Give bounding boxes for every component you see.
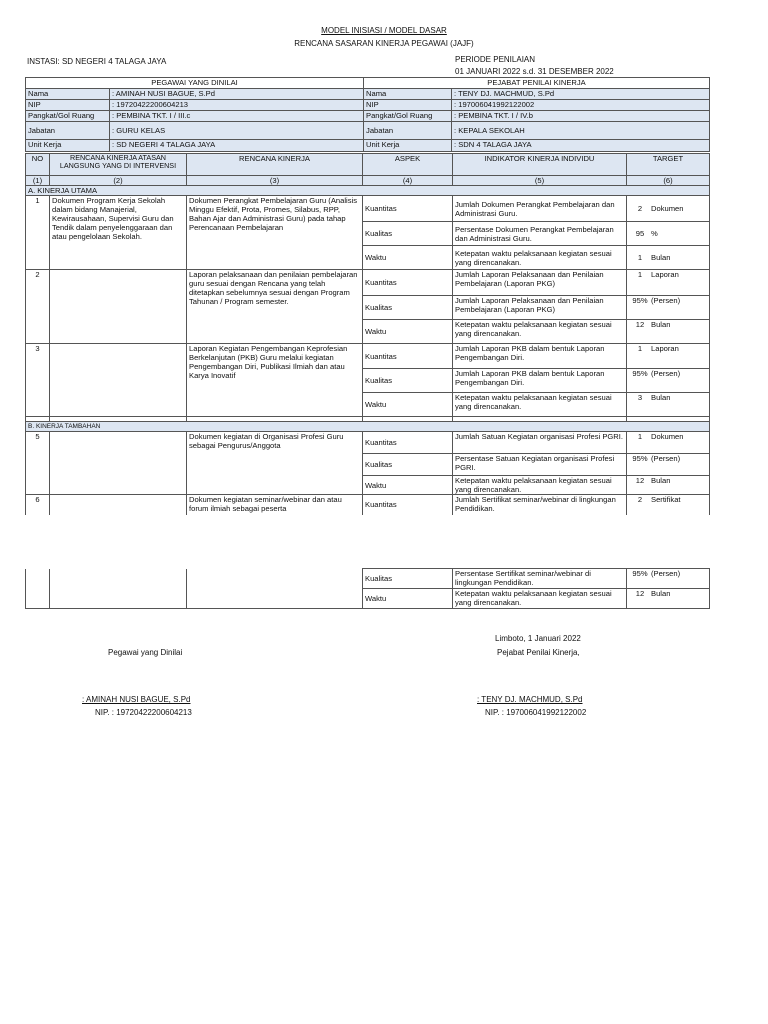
col-rencana-atasan: RENCANA KINERJA ATASAN LANGSUNG YANG DI INTERVENSI (50, 154, 187, 176)
item-indikator: Jumlah Laporan Pelaksanaan dan Penilaian Pembelajaran (Laporan PKG) (453, 270, 627, 296)
target-unit: (Persen) (651, 296, 681, 305)
item-no: 2 (26, 270, 50, 344)
target-value: 1 (637, 270, 643, 279)
item-indikator: Jumlah Laporan PKB dalam bentuk Laporan Pengembangan Diri. (453, 369, 627, 393)
identity-row (26, 100, 710, 111)
pejabat-value: : PEMBINA TKT. I / IV.b (452, 111, 710, 122)
item-target (627, 432, 710, 454)
item-aspek: Kuantitas (363, 432, 453, 454)
col-target: TARGET (627, 154, 710, 176)
item-target (627, 495, 710, 515)
item-no: 3 (26, 344, 50, 417)
target-value: 2 (637, 204, 643, 213)
item-indikator: Persentase Sertifikat seminar/webinar di lingkungan Pendidikan. (453, 569, 627, 589)
table-row (26, 495, 710, 515)
target-value: 1 (637, 253, 643, 262)
item-indikator: Jumlah Laporan PKB dalam bentuk Laporan Pengembangan Diri. (453, 344, 627, 369)
item-target (627, 589, 710, 609)
item-indikator: Ketepatan waktu pelaksanaan kegiatan sesuai yang direncanakan. (453, 393, 627, 417)
col-no: NO (26, 154, 50, 176)
item-no: 5 (26, 432, 50, 495)
pegawai-nip: NIP. : 19720422200604213 (95, 708, 192, 717)
item-target (627, 454, 710, 476)
item-aspek: Kualitas (363, 222, 453, 246)
item-rencana: Dokumen Perangkat Pembelajaran Guru (Analisis Minggu Efektif, Prota, Promes, Silabus, RPP, Bahan Ajar dan Administrasi Guru) pada tahap Perencanaan Pembelajaran (187, 196, 363, 270)
item-indikator: Jumlah Laporan Pelaksanaan dan Penilaian Pembelajaran (Laporan PKG) (453, 296, 627, 320)
kinerja-table (25, 153, 710, 515)
item-no: 6 (26, 495, 50, 515)
item-target (627, 320, 710, 344)
item-aspek: Waktu (363, 476, 453, 495)
item-rencana: Laporan Kegiatan Pengembangan Keprofesian Berkelanjutan (PKB) Guru melalui kegiatan Pengembangan Diri, Publikasi Ilmiah dan atau Karya Inovatif (187, 344, 363, 417)
item-target (627, 196, 710, 222)
col-num: (2) (50, 176, 187, 186)
item-target (627, 270, 710, 296)
pejabat-label: Jabatan (364, 122, 452, 140)
table-row (26, 196, 710, 222)
item-no: 1 (26, 196, 50, 270)
item-aspek: Kuantitas (363, 196, 453, 222)
title-model: MODEL INISIASI / MODEL DASAR (321, 26, 447, 35)
pejabat-value: : TENY DJ. MACHMUD, S.Pd (452, 89, 710, 100)
place-date: Limboto, 1 Januari 2022 (495, 634, 581, 643)
pegawai-label: Nama (26, 89, 110, 100)
target-unit: Laporan (651, 344, 679, 353)
item-atasan (50, 432, 187, 495)
pejabat-label: Unit Kerja (364, 140, 452, 152)
target-value: 95% (632, 296, 648, 305)
target-unit: Bulan (651, 589, 671, 598)
col-indikator: INDIKATOR KINERJA INDIVIDU (453, 154, 627, 176)
target-value: 95% (632, 369, 648, 378)
target-unit: Dokumen (651, 432, 684, 441)
item-aspek: Kualitas (363, 454, 453, 476)
item-aspek: Waktu (363, 393, 453, 417)
item-indikator: Jumlah Satuan Kegiatan organisasi Profesi PGRI. (453, 432, 627, 454)
identity-row (26, 89, 710, 100)
item-target (627, 222, 710, 246)
target-unit: Dokumen (651, 204, 684, 213)
target-value: 12 (635, 476, 645, 485)
item-target (627, 296, 710, 320)
col-num: (6) (627, 176, 710, 186)
item-target (627, 246, 710, 270)
target-unit: Sertifikat (651, 495, 681, 504)
col-num: (3) (187, 176, 363, 186)
item-atasan: Dokumen Program Kerja Sekolah dalam bidang Manajerial, Kewirausahaan, Supervisi Guru dan Tendik dalam penyelenggaraan dan atau pengelolaan Sekolah. (50, 196, 187, 270)
periode-label: PERIODE PENILAIAN (455, 55, 536, 64)
pegawai-title: Pegawai yang Dinilai (108, 648, 183, 657)
pejabat-name: : TENY DJ. MACHMUD, S.Pd (477, 695, 583, 704)
item-target (627, 569, 710, 589)
item-indikator: Persentase Satuan Kegiatan organisasi Profesi PGRI. (453, 454, 627, 476)
pejabat-value: : SDN 4 TALAGA JAYA (452, 140, 710, 152)
item-aspek: Kuantitas (363, 344, 453, 369)
target-value: 1 (637, 432, 643, 441)
item-aspek: Kualitas (363, 296, 453, 320)
pejabat-value: : KEPALA SEKOLAH (452, 122, 710, 140)
item-atasan (50, 495, 187, 515)
target-unit: (Persen) (651, 454, 681, 463)
item-aspek: Waktu (363, 589, 453, 609)
pejabat-title: Pejabat Penilai Kinerja, (497, 648, 580, 657)
pejabat-label: Nama (364, 89, 452, 100)
item-aspek: Kuantitas (363, 270, 453, 296)
item-indikator: Ketepatan waktu pelaksanaan kegiatan sesuai yang direncanakan. (453, 320, 627, 344)
table-row (26, 432, 710, 454)
pegawai-label: NIP (26, 100, 110, 111)
table-row (26, 270, 710, 296)
col-aspek: ASPEK (363, 154, 453, 176)
pejabat-nip: NIP. : 197006041992122002 (485, 708, 587, 717)
item-atasan (50, 270, 187, 344)
item-target (627, 393, 710, 417)
item-indikator: Jumlah Sertifikat seminar/webinar di lingkungan Pendidikan. (453, 495, 627, 515)
periode-value: 01 JANUARI 2022 s.d. 31 DESEMBER 2022 (455, 67, 614, 76)
pegawai-value: : PEMBINA TKT. I / III.c (110, 111, 364, 122)
identity-row (26, 122, 710, 140)
pejabat-label: Pangkat/Gol Ruang (364, 111, 452, 122)
item-rencana: Dokumen kegiatan di Organisasi Profesi Guru sebagai Pengurus/Anggota (187, 432, 363, 495)
target-unit: Bulan (651, 476, 671, 485)
section-a-heading: A. KINERJA UTAMA (26, 186, 710, 196)
target-value: 2 (637, 495, 643, 504)
pegawai-value: : GURU KELAS (110, 122, 364, 140)
table-row (26, 344, 710, 369)
identity-row (26, 140, 710, 152)
pegawai-value: : SD NEGERI 4 TALAGA JAYA (110, 140, 364, 152)
pegawai-heading: PEGAWAI YANG DINILAI (26, 78, 364, 89)
item-aspek: Kualitas (363, 369, 453, 393)
pejabat-value: : 197006041992122002 (452, 100, 710, 111)
item-aspek: Waktu (363, 246, 453, 270)
target-value: 95% (632, 569, 648, 578)
continuation-table (25, 568, 710, 609)
target-unit: (Persen) (651, 569, 681, 578)
pejabat-heading: PEJABAT PENILAI KINERJA (364, 78, 710, 89)
pegawai-value: : AMINAH NUSI BAGUE, S.Pd (110, 89, 364, 100)
section-b-heading: B. KINERJA TAMBAHAN (26, 422, 710, 432)
target-value: 12 (635, 589, 645, 598)
target-value: 1 (637, 344, 643, 353)
target-value: 95 (635, 229, 645, 238)
target-value: 3 (637, 393, 643, 402)
target-unit: Bulan (651, 320, 671, 329)
target-value: 12 (635, 320, 645, 329)
item-indikator: Persentase Dokumen Perangkat Pembelajaran dan Administrasi Guru. (453, 222, 627, 246)
item-aspek: Kuantitas (363, 495, 453, 515)
item-target (627, 476, 710, 495)
item-rencana: Laporan pelaksanaan dan penilaian pembelajaran guru sesuai dengan Rencana yang telah ditetapkan sebelumnya sesuai dengan Program Tahunan / Program semester. (187, 270, 363, 344)
pegawai-name: : AMINAH NUSI BAGUE, S.Pd (82, 695, 191, 704)
pegawai-label: Unit Kerja (26, 140, 110, 152)
pegawai-value: : 19720422200604213 (110, 100, 364, 111)
col-num: (1) (26, 176, 50, 186)
target-unit: Bulan (651, 393, 671, 402)
instansi: INSTASI: SD NEGERI 4 TALAGA JAYA (27, 57, 167, 66)
pegawai-label: Pangkat/Gol Ruang (26, 111, 110, 122)
col-num: (4) (363, 176, 453, 186)
item-target (627, 369, 710, 393)
item-target (627, 344, 710, 369)
item-indikator: Ketepatan waktu pelaksanaan kegiatan sesuai yang direncanakan. (453, 246, 627, 270)
item-atasan (50, 344, 187, 417)
table-row (26, 569, 710, 589)
item-indikator: Ketepatan waktu pelaksanaan kegiatan sesuai yang direncanakan. (453, 476, 627, 495)
target-unit: Laporan (651, 270, 679, 279)
pegawai-label: Jabatan (26, 122, 110, 140)
item-aspek: Waktu (363, 320, 453, 344)
col-num: (5) (453, 176, 627, 186)
identity-row (26, 111, 710, 122)
pejabat-label: NIP (364, 100, 452, 111)
col-rencana: RENCANA KINERJA (187, 154, 363, 176)
target-unit: (Persen) (651, 369, 681, 378)
item-indikator: Ketepatan waktu pelaksanaan kegiatan sesuai yang direncanakan. (453, 589, 627, 609)
item-rencana: Dokumen kegiatan seminar/webinar dan atau forum ilmiah sebagai peserta (187, 495, 363, 515)
target-value: 95% (632, 454, 648, 463)
title-rencana: RENCANA SASARAN KINERJA PEGAWAI (JAJF) (294, 39, 474, 48)
target-unit: Bulan (651, 253, 671, 262)
item-aspek: Kualitas (363, 569, 453, 589)
item-indikator: Jumlah Dokumen Perangkat Pembelajaran dan Administrasi Guru. (453, 196, 627, 222)
identity-table (25, 77, 710, 152)
target-unit: % (651, 229, 658, 238)
